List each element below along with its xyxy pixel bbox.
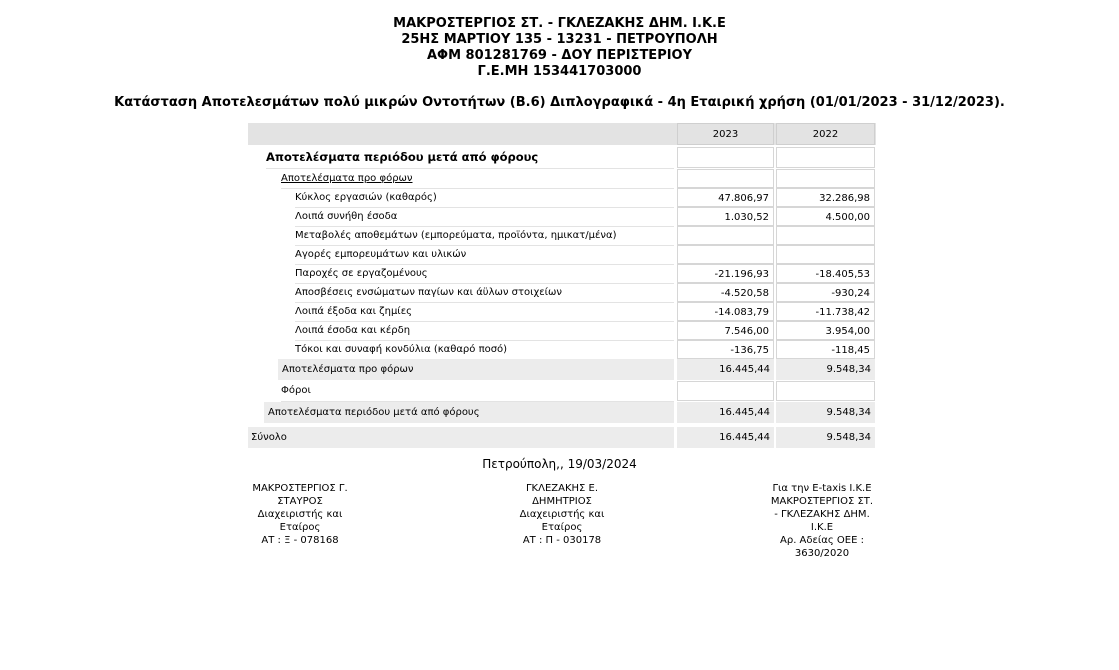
value-2022 [776, 226, 875, 245]
section-title: Αποτελέσματα περιόδου μετά από φόρους [266, 147, 674, 169]
value-2023: 7.546,00 [677, 321, 774, 340]
signatory-role: Διαχειριστής και [519, 509, 605, 520]
empty-cell [776, 147, 875, 168]
signatory-surname: ΓΚΛΕΖΑΚΗΣ Ε. [525, 483, 599, 494]
statement-title: Κατάσταση Αποτελεσμάτων πολύ μικρών Οντοτήτων (Β.6) Διπλογραφικά - 4η Εταιρική χρήση (01/01/2023 - 31/12/2023). [114, 95, 1005, 110]
company-address: 25ΗΣ ΜΑΡΤΙΟΥ 135 - 13231 - ΠΕΤΡΟΥΠΟΛΗ [401, 32, 718, 47]
signature-block-accountant [752, 482, 892, 560]
table-row [248, 226, 876, 245]
signature-block-1 [230, 482, 370, 547]
row-label: Αγορές εμπορευμάτων και υλικών [295, 245, 674, 265]
signatory-id: ΑΤ : Ξ - 078168 [261, 535, 339, 546]
row-label: Αποσβέσεις ενσώματων παγίων και άϋλων στοιχείων [295, 283, 674, 303]
empty-cell [677, 147, 774, 168]
row-label: Κύκλος εργασιών (καθαρός) [295, 188, 674, 208]
row-label: Τόκοι και συναφή κονδύλια (καθαρό ποσό) [295, 340, 674, 360]
row-label: Λοιπά έσοδα και κέρδη [295, 321, 674, 341]
pretax-total-row [248, 359, 876, 380]
table-row [248, 245, 876, 264]
signatory-id: ΑΤ : Π - 030178 [522, 535, 602, 546]
empty-cell [776, 169, 875, 188]
value-2023: 1.030,52 [677, 207, 774, 226]
taxes-2022 [776, 381, 875, 401]
value-2022: -18.405,53 [776, 264, 875, 283]
value-2022: 4.500,00 [776, 207, 875, 226]
value-2022: 32.286,98 [776, 188, 875, 207]
value-2023: -21.196,93 [677, 264, 774, 283]
pretax-total-2023: 16.445,44 [677, 359, 774, 380]
after-tax-total-2022: 9.548,34 [776, 402, 875, 423]
table-row [248, 207, 876, 226]
taxes-row [248, 381, 876, 401]
signatory-surname: ΜΑΚΡΟΣΤΕΡΓΙΟΣ Γ. [252, 483, 348, 494]
company-tax-id: ΑΦΜ 801281769 - ΔΟΥ ΠΕΡΙΣΤΕΡΙΟΥ [426, 48, 693, 63]
company-name: ΜΑΚΡΟΣΤΕΡΓΙΟΣ ΣΤ. - ΓΚΛΕΖΑΚΗΣ ΔΗΜ. Ι.Κ.Ε [393, 16, 726, 31]
signatory-firstname: ΔΗΜΗΤΡΙΟΣ [532, 496, 592, 507]
grand-total-label: Σύνολο [248, 427, 674, 448]
accountant-line-2: ΜΑΚΡΟΣΤΕΡΓΙΟΣ ΣΤ. [770, 496, 874, 507]
accountant-line-3: - ΓΚΛΕΖΑΚΗΣ ΔΗΜ. [774, 509, 870, 520]
taxes-label: Φόροι [281, 381, 674, 402]
company-header [0, 16, 1119, 80]
signatory-role-cont: Εταίρος [279, 522, 321, 533]
column-header-2023: 2023 [677, 123, 774, 145]
section-title-row [248, 147, 876, 168]
value-2023 [677, 226, 774, 245]
taxes-2023 [677, 381, 774, 401]
pretax-total-2022: 9.548,34 [776, 359, 875, 380]
grand-total-row [248, 427, 876, 448]
grand-total-2023: 16.445,44 [677, 427, 774, 448]
empty-cell [677, 169, 774, 188]
value-2022: -118,45 [776, 340, 875, 359]
value-2023: 47.806,97 [677, 188, 774, 207]
table-row [248, 188, 876, 207]
row-label: Μεταβολές αποθεμάτων (εμπορεύματα, προϊόντα, ημικατ/μένα) [295, 226, 674, 246]
subsection-title: Αποτελέσματα προ φόρων [281, 169, 674, 189]
signatory-firstname: ΣΤΑΥΡΟΣ [277, 496, 323, 507]
row-label: Λοιπά συνήθη έσοδα [295, 207, 674, 227]
signature-block-2 [492, 482, 632, 547]
row-label: Λοιπά έξοδα και ζημίες [295, 302, 674, 322]
table-row [248, 264, 876, 283]
accountant-line-1: Για την E-taxis Ι.Κ.Ε [772, 483, 872, 494]
accountant-line-6: 3630/2020 [794, 548, 850, 559]
column-header-2022: 2022 [776, 123, 875, 145]
value-2023 [677, 245, 774, 264]
signatory-role: Διαχειριστής και [257, 509, 343, 520]
after-tax-total-label: Αποτελέσματα περιόδου μετά από φόρους [264, 402, 674, 423]
value-2023: -4.520,58 [677, 283, 774, 302]
after-tax-total-2023: 16.445,44 [677, 402, 774, 423]
company-registry-number: Γ.Ε.ΜΗ 153441703000 [477, 64, 642, 79]
table-row [248, 340, 876, 359]
table-row [248, 302, 876, 321]
accountant-line-4: Ι.Κ.Ε [810, 522, 834, 533]
accountant-line-5: Αρ. Αδείας ΟΕΕ : [780, 535, 864, 546]
value-2023: -136,75 [677, 340, 774, 359]
table-header-row [248, 123, 876, 145]
value-2023: -14.083,79 [677, 302, 774, 321]
place-and-date: Πετρούπολη,, 19/03/2024 [482, 457, 637, 471]
row-label: Παροχές σε εργαζομένους [295, 264, 674, 284]
value-2022: 3.954,00 [776, 321, 875, 340]
pretax-total-label: Αποτελέσματα προ φόρων [278, 359, 674, 380]
subsection-title-row [248, 169, 876, 188]
after-tax-total-row [248, 402, 876, 423]
table-row [248, 321, 876, 340]
signatory-role-cont: Εταίρος [541, 522, 583, 533]
value-2022: -930,24 [776, 283, 875, 302]
value-2022: -11.738,42 [776, 302, 875, 321]
value-2022 [776, 245, 875, 264]
grand-total-2022: 9.548,34 [776, 427, 875, 448]
table-row [248, 283, 876, 302]
